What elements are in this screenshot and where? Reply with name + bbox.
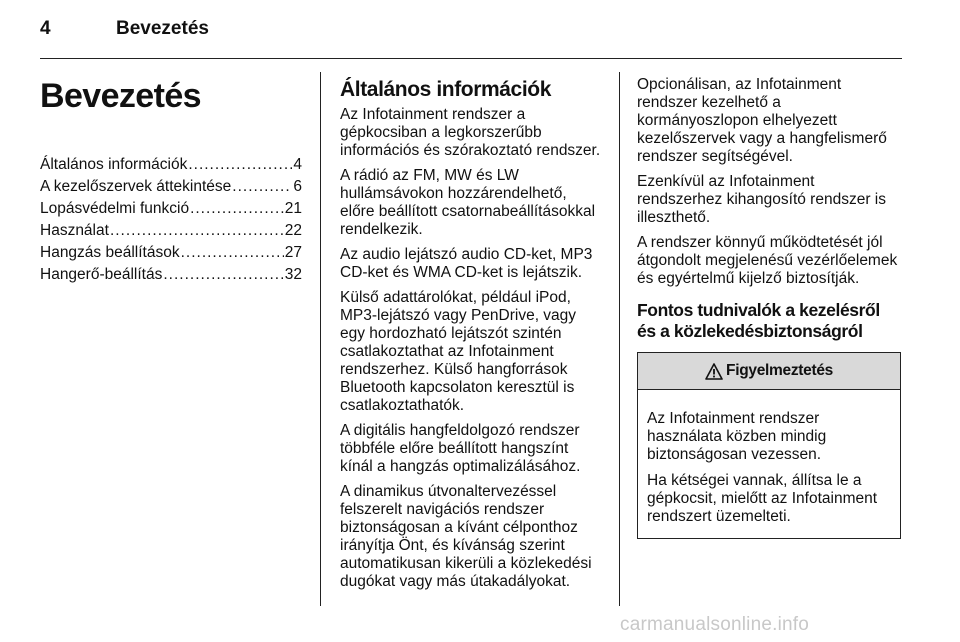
toc-leader (232, 176, 292, 198)
toc-entry-page: 32 (284, 266, 302, 283)
warning-header (638, 353, 900, 390)
paragraph: A dinamikus útvonaltervezéssel felszerelt navigációs rendszer biztonságosan a kívánt célponthoz irányítja Önt, és kívánság szerint automatikusan kikerüli a közlekedési dugókat vagy más útakadályokat. (340, 483, 592, 590)
column-2 (340, 66, 604, 598)
warning-title: Figyelmeztetés (726, 362, 833, 379)
paragraph: A rendszer könnyű működtetését jól átgondolt megjelenésű vezérlőelemek és egyértelmű kijelző biztosítják. (637, 234, 898, 287)
toc-entry-label: Lopásvédelmi funkció (40, 200, 190, 217)
section-title: Bevezetés (40, 77, 201, 115)
header-rule (40, 58, 902, 59)
paragraph: A digitális hangfeldolgozó rendszer többféle előre beállított hangszínt kínál a hangzás optimalizálásához. (340, 422, 581, 475)
column-3 (637, 66, 901, 539)
toc-entry-page: 6 (293, 178, 302, 195)
toc-leader (190, 198, 284, 220)
toc-entry[interactable] (40, 176, 302, 198)
toc-entry-label: Általános információk (40, 156, 188, 173)
paragraph: Az audio lejátszó audio CD-ket, MP3 CD-ket és WMA CD-ket is lejátszik. (340, 246, 593, 281)
paragraph: Opcionálisan, az Infotainment rendszer kezelhető a kormányoszlopon elhelyezett kezelőszervek vagy a hangfelismerő rendszer segítségével. (637, 76, 887, 165)
warning-box (637, 352, 901, 539)
warning-paragraph: Ha kétségei vannak, állítsa le a gépkocsit, mielőtt az Infotainment rendszert üzemelteti. (647, 472, 878, 525)
paragraph: Az Infotainment rendszer a gépkocsiban a legkorszerűbb információs és szórakoztató rendszer. (340, 106, 601, 159)
toc-entry-page: 4 (293, 156, 302, 173)
toc-leader (163, 264, 283, 286)
column-1 (40, 66, 302, 286)
table-of-contents (40, 154, 302, 286)
toc-leader (110, 220, 284, 242)
page-number: 4 (40, 18, 51, 39)
toc-entry[interactable] (40, 198, 302, 220)
toc-entry-label: Hangzás beállítások (40, 244, 180, 261)
column-divider-2 (619, 72, 620, 606)
toc-leader (188, 154, 292, 176)
toc-entry-label: Hangerő-beállítás (40, 266, 163, 283)
toc-entry-page: 27 (284, 244, 302, 261)
section-heading: Általános információk (340, 78, 551, 101)
toc-entry[interactable] (40, 220, 302, 242)
watermark: carmanualsonline.info (620, 614, 810, 635)
paragraph: Ezenkívül az Infotainment rendszerhez kihangosító rendszer is illeszthető. (637, 173, 886, 226)
toc-entry-page: 22 (284, 222, 302, 239)
warning-body (638, 390, 900, 538)
toc-leader (181, 242, 284, 264)
warning-paragraph: Az Infotainment rendszer használata közben mindig biztonságosan vezessen. (647, 410, 827, 463)
toc-entry-label: Használat (40, 222, 109, 239)
warning-triangle-icon (705, 363, 723, 380)
toc-entry[interactable] (40, 242, 302, 264)
running-title: Bevezetés (116, 18, 209, 39)
toc-entry-label: A kezelőszervek áttekintése (40, 178, 232, 195)
toc-entry[interactable] (40, 154, 302, 176)
toc-entry-page: 21 (284, 200, 302, 217)
subsection-heading: Fontos tudnivalók a kezelésről és a közlekedésbiztonságról (637, 300, 880, 341)
toc-entry[interactable] (40, 264, 302, 286)
paragraph: A rádió az FM, MW és LW hullámsávokon hozzárendelhető, előre beállított csatornabeállításokkal rendelkezik. (340, 167, 596, 238)
paragraph: Külső adattárolókat, például iPod, MP3-lejátszó vagy PenDrive, vagy egy hordozható lejátszót szintén csatlakoztathat az Infotainment rendszerhez. Külső hangforrások Bluetooth kapcsolaton keresztül is csatlakoztathatók. (340, 289, 577, 414)
column-divider-1 (320, 72, 321, 606)
